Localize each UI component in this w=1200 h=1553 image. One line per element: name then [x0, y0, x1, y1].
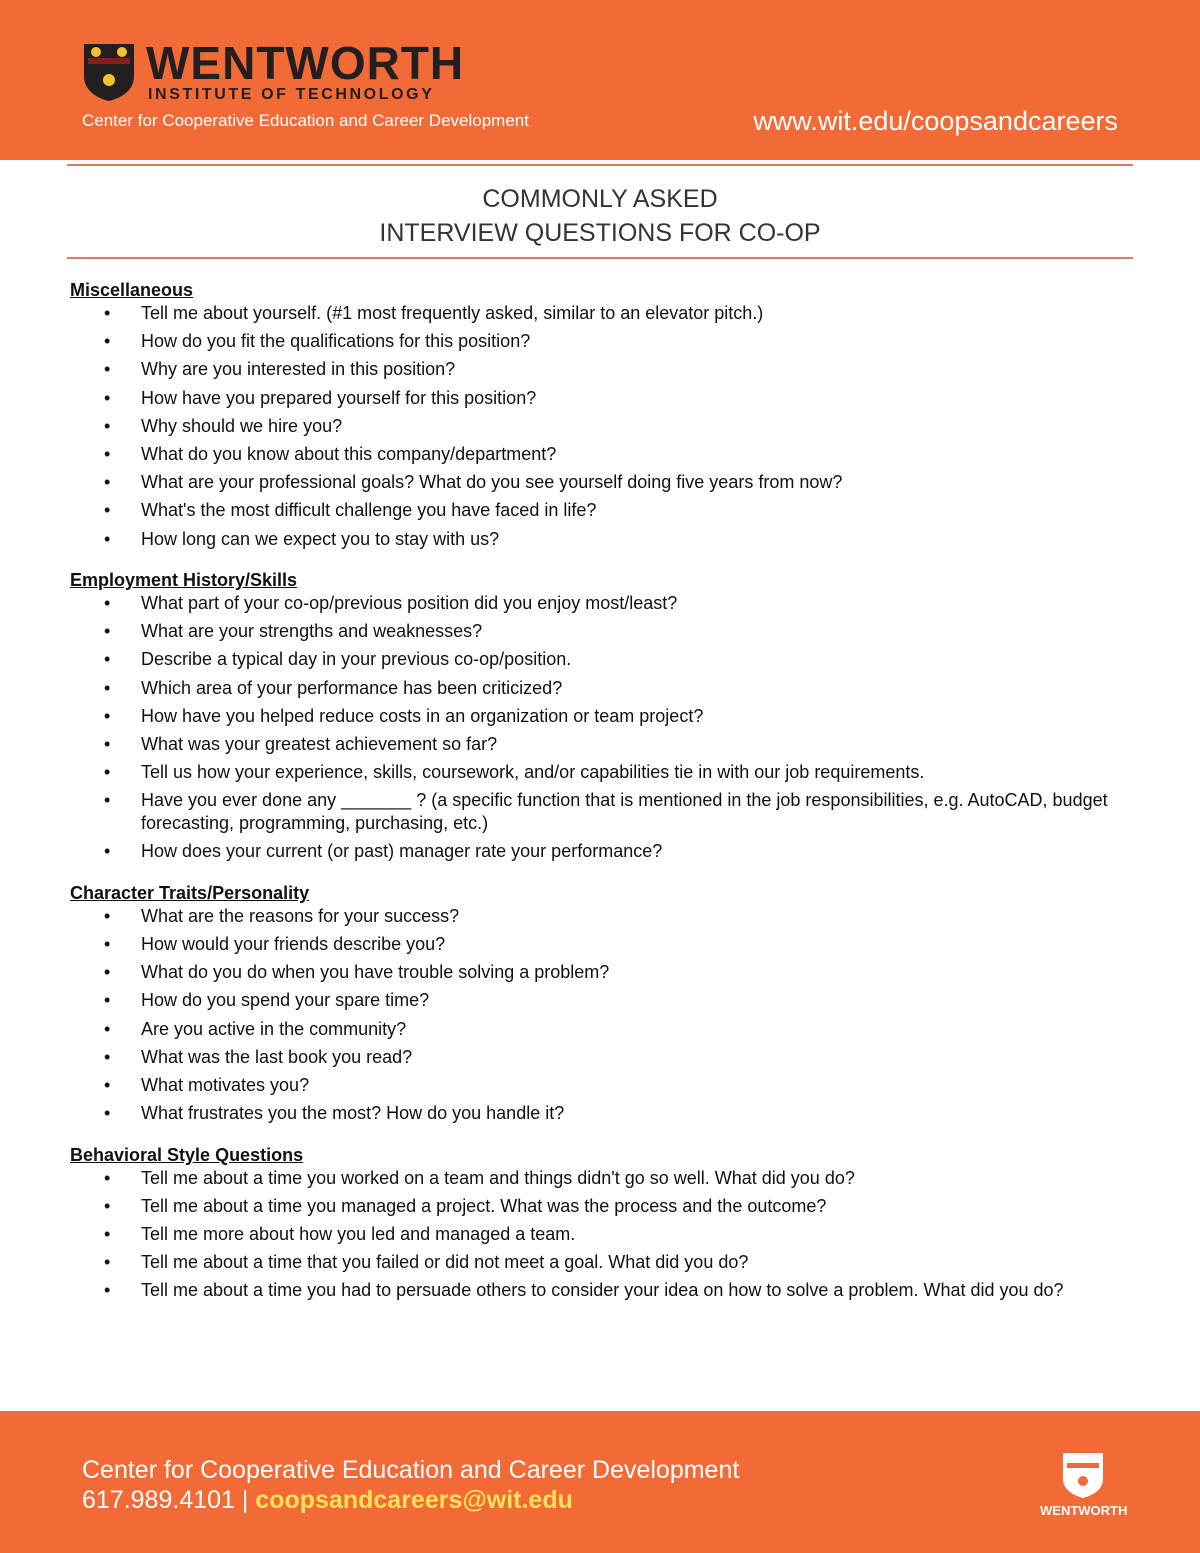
list-item: • What was your greatest achievement so far? [70, 733, 1130, 756]
section-heading: Behavioral Style Questions [70, 1144, 304, 1165]
list-item: • What frustrates you the most? How do you handle it? [70, 1102, 1130, 1125]
shield-icon [1040, 1451, 1126, 1501]
list-item: • How long can we expect you to stay with us? [70, 528, 1130, 551]
list-item: • What are your strengths and weaknesses? [70, 620, 1130, 643]
footer-logo-text: WENTWORTH [1040, 1503, 1128, 1518]
footer-separator: | [234, 1486, 256, 1514]
brand-subtitle: INSTITUTE OF TECHNOLOGY [148, 86, 435, 103]
list-item: • Tell me about a time you worked on a team and things didn't go so well. What did you do? [70, 1167, 1130, 1190]
question-list [70, 905, 1130, 1125]
section-miscellaneous [70, 278, 1130, 550]
list-item: • How have you helped reduce costs in an organization or team project? [70, 705, 1130, 728]
footer-phone: 617.989.4101 [82, 1486, 235, 1514]
list-item: • How have you prepared yourself for this position? [70, 387, 1130, 410]
question-list [70, 1167, 1130, 1302]
list-item: • How do you spend your spare time? [70, 989, 1130, 1012]
section-heading: Employment History/Skills [70, 570, 298, 591]
list-item: • Tell me about a time you managed a project. What was the process and the outcome? [70, 1195, 1130, 1218]
list-item: • Tell me about yourself. (#1 most frequently asked, similar to an elevator pitch.) [70, 302, 1130, 325]
list-item: • Tell us how your experience, skills, coursework, and/or capabilities tie in with our job requirements. [70, 761, 1130, 784]
list-item: • Tell me about a time that you failed or did not meet a goal. What did you do? [70, 1251, 1130, 1274]
question-list [70, 302, 1130, 550]
title-bottom-rule [67, 257, 1133, 259]
shield-icon [82, 42, 136, 102]
list-item: • How do you fit the qualifications for this position? [70, 330, 1130, 353]
footer-logo [1040, 1451, 1126, 1531]
list-item: • Tell me more about how you led and managed a team. [70, 1223, 1130, 1246]
page-header [0, 0, 1200, 160]
list-item: • Why should we hire you? [70, 415, 1130, 438]
list-item: • What was the last book you read? [70, 1046, 1130, 1069]
section-heading: Character Traits/Personality [70, 882, 310, 903]
list-item: • What part of your co-op/previous position did you enjoy most/least? [70, 592, 1130, 615]
list-item: • What are your professional goals? What do you see yourself doing five years from now? [70, 471, 1130, 494]
page-footer [0, 1411, 1200, 1553]
list-item: • What's the most difficult challenge you have faced in life? [70, 499, 1130, 522]
section-character-traits [70, 881, 1130, 1125]
question-list [70, 592, 1130, 863]
brand-name: WENTWORTH [146, 37, 465, 89]
list-item: • What do you do when you have trouble solving a problem? [70, 961, 1130, 984]
header-department: Center for Cooperative Education and Career Development [82, 111, 529, 130]
section-employment-history [70, 568, 1130, 863]
section-heading: Miscellaneous [70, 280, 194, 300]
footer-email-link[interactable]: coopsandcareers@wit.edu [255, 1486, 573, 1514]
list-item: • What do you know about this company/department? [70, 443, 1130, 466]
list-item: • Why are you interested in this position? [70, 358, 1130, 381]
question-sections [70, 278, 1130, 1320]
page-title-line-2: INTERVIEW QUESTIONS FOR CO-OP [379, 219, 821, 247]
list-item: • Describe a typical day in your previous co-op/position. [70, 648, 1130, 671]
list-item: • Which area of your performance has been criticized? [70, 677, 1130, 700]
footer-contact [82, 1485, 573, 1515]
section-behavioral-style [70, 1143, 1130, 1302]
header-url-link[interactable]: www.wit.edu/coopsandcareers [753, 106, 1118, 136]
list-item: • Are you active in the community? [70, 1018, 1130, 1041]
title-top-rule [67, 164, 1133, 166]
list-item: • Have you ever done any _______ ? (a specific function that is mentioned in the job responsibilities, e.g. AutoCAD, budget forecasting, programming, purchasing, etc.) [70, 789, 1130, 834]
list-item: • Tell me about a time you had to persuade others to consider your idea on how to solve a problem. What did you do? [70, 1279, 1130, 1302]
footer-department: Center for Cooperative Education and Career Development [82, 1456, 740, 1484]
list-item: • What are the reasons for your success? [70, 905, 1130, 928]
list-item: • What motivates you? [70, 1074, 1130, 1097]
list-item: • How does your current (or past) manager rate your performance? [70, 840, 1130, 863]
list-item: • How would your friends describe you? [70, 933, 1130, 956]
page-title-line-1: COMMONLY ASKED [482, 185, 718, 213]
